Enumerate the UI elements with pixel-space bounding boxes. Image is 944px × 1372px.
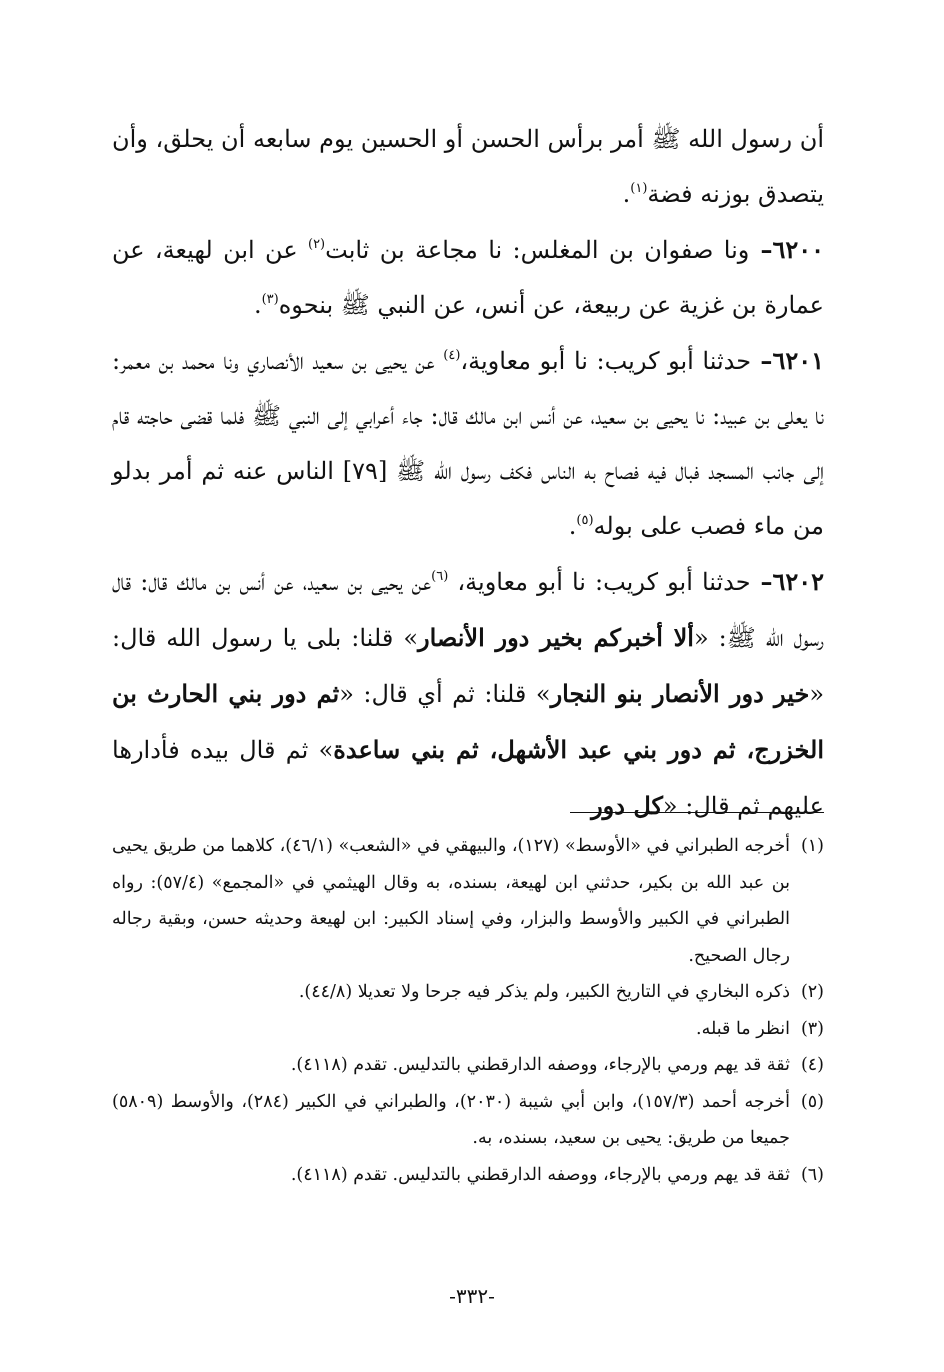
hadith-6200: [112, 222, 824, 333]
dash: –: [751, 346, 773, 375]
prophetic-quote: خير دور الأنصار بنو النجار: [550, 679, 810, 708]
footnote-number: (٤): [800, 1055, 824, 1075]
footnote-ref: (٢): [307, 237, 326, 252]
paragraph-text: عن يحيى بن سعيد الأنصاري ونا محمد بن معمر: نا يعلى بن عبيد: نا يحيى بن سعيد، عن أنس ابن مالك قال: جاء أعرابي إلى النبي ﷺ فلما قضى حاجته قام إلى جانب المسجد فبال فيه فصاح به الناس فكف رسول الله ﷺ [٧٩] الناس عنه ثم أمر بدلو من ماء فصب على بوله: [112, 347, 824, 540]
hadith-number: ٦٢٠١: [772, 346, 824, 375]
footnote-4: [112, 1047, 824, 1084]
paragraph-text: عن يحيى بن سعيد، عن أنس بن مالك قال: قال رسول الله ﷺ: «: [112, 568, 825, 652]
hadith-number: ٦٢٠٠: [772, 235, 825, 264]
prophetic-quote: ألا أخبركم بخير دور الأنصار: [418, 623, 694, 652]
hadith-6202: [112, 554, 824, 834]
footnote-divider: [570, 812, 824, 813]
footnote-3: [112, 1011, 824, 1048]
footnote-ref: (٦): [431, 569, 449, 584]
footnote-ref: (٣): [261, 292, 279, 307]
footnote-text: أخرجه أحمد (١٥٧/٣)، وابن أبي شيبة (٢٠٣٠)، والطبراني في الكبير (٢٨٤)، والأوسط (٥٨٠٩) جميعا من طريق: يحيى بن سعيد، بسنده، به.: [112, 1091, 790, 1148]
paragraph-text: أن رسول الله ﷺ أمر برأس الحسن أو الحسين يوم سابعه أن يحلق، وأن يتصدق بوزنه فضة: [112, 125, 824, 208]
paragraph-text: » ثم قال بيده فأدارها عليهم ثم قال: «: [112, 736, 824, 820]
footnote-number: (٦): [800, 1164, 824, 1185]
footnote-ref: (١): [630, 181, 648, 196]
main-text: [112, 112, 824, 834]
paragraph-text: عن ابن لهيعة، عن عمارة بن غزية عن ربيعة، عن أنس، عن النبي ﷺ بنحوه: [112, 236, 824, 319]
hadith-number: ٦٢٠٢: [772, 567, 825, 596]
punctuation: .: [568, 512, 577, 540]
footnote-text: انظر ما قبله.: [696, 1018, 790, 1039]
footnote-6: [112, 1157, 824, 1194]
punctuation: .: [622, 180, 631, 208]
footnote-ref: (٤): [443, 348, 461, 363]
paragraph-text: حدثنا أبو كريب: نا أبو معاوية،: [448, 568, 751, 596]
footnote-5: [112, 1084, 824, 1157]
prophetic-quote: كل دور: [591, 791, 663, 820]
paragraph-text: ونا صفوان بن المغلس: نا مجاعة بن ثابت: [325, 236, 750, 264]
footnote-1: [112, 828, 824, 974]
paragraph-text: حدثنا أبو كريب: نا أبو معاوية،: [460, 347, 752, 375]
footnote-text: ثقة قد يهم ورمي بالإرجاء، ووصفه الدارقطني بالتدليس. تقدم (٤١١٨).: [290, 1055, 790, 1075]
footnote-2: [112, 974, 824, 1011]
footnote-text: ذكره البخاري في التاريخ الكبير، ولم يذكر فيه جرحا ولا تعديلا (٤٤/٨).: [298, 982, 790, 1002]
footnote-number: (٢): [800, 982, 824, 1002]
prophetic-quote: ثم دور بني الحارث بن الخزرج، ثم دور بني عبد الأشهل، ثم بني ساعدة: [112, 679, 824, 764]
dash: –: [749, 235, 773, 264]
hadith-6201: [112, 333, 824, 554]
footnote-number: (٥): [800, 1091, 824, 1112]
footnotes: [112, 828, 824, 1193]
page-number: -٣٣٢-: [449, 1284, 495, 1308]
footnote-text: أخرجه الطبراني في «الأوسط» (١٢٧)، والبيهقي في «الشعب» (٤٦/١)، كلاهما من طريق يحيى بن عبد الله بن بكير، حدثني ابن لهيعة، بسنده، به وقال الهيثمي في «المجمع» (٥٧/٤): رواه الطبراني في الكبير والأوسط والبزار، وفي إسناد الكبير: ابن لهيعة وحديثه حسن، وبقية رجاله رجال الصحيح.: [112, 836, 790, 966]
footnote-number: (٣): [800, 1018, 824, 1039]
paragraph-text: » قلنا: بلى يا رسول الله قال: «: [112, 624, 825, 708]
footnote-number: (١): [800, 836, 824, 856]
footnote-text: ثقة قد يهم ورمي بالإرجاء، ووصفه الدارقطني بالتدليس. تقدم (٤١١٨).: [290, 1164, 790, 1185]
punctuation: .: [253, 291, 262, 319]
footnote-ref: (٥): [576, 513, 594, 528]
paragraph-intro: [112, 112, 824, 222]
dash: –: [750, 567, 773, 596]
paragraph-text: » قلنا: ثم أي قال: «: [339, 680, 551, 708]
